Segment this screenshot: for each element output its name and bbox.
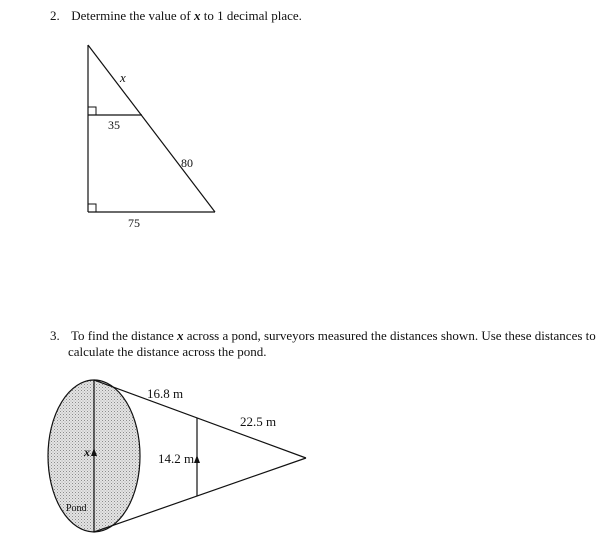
label-x-pond: x [84, 445, 90, 459]
inner-line-arrow [194, 455, 200, 463]
question-2-text-before: Determine the value of [71, 8, 191, 23]
label-75: 75 [128, 216, 140, 230]
question-3-pond-diagram [48, 380, 306, 532]
question-3-text-after: across a pond, surveyors measured the distances shown. Use these distances to [186, 328, 596, 343]
label-22-5-m: 22.5 m [240, 414, 277, 429]
question-2-text-after: to 1 decimal place. [203, 8, 302, 23]
label-80: 80 [181, 156, 193, 170]
question-3-text-before: To find the distance [71, 328, 174, 343]
question-2-variable: x [193, 8, 201, 23]
label-14-2-m: 14.2 m [158, 451, 195, 466]
label-x-triangle: x [120, 70, 126, 85]
question-3-number: 3. [50, 328, 60, 343]
question-2-number: 2. [50, 8, 60, 23]
label-pond: Pond [66, 503, 87, 514]
right-angle-mark-upper [88, 107, 96, 115]
question-2-triangle-diagram [88, 45, 215, 230]
right-angle-mark-lower [88, 204, 96, 212]
label-16-8-m: 16.8 m [147, 386, 184, 401]
question-3-text-line-2-content: calculate the distance across the pond. [68, 344, 267, 359]
label-35: 35 [108, 118, 120, 132]
question-3-variable: x [176, 328, 184, 343]
